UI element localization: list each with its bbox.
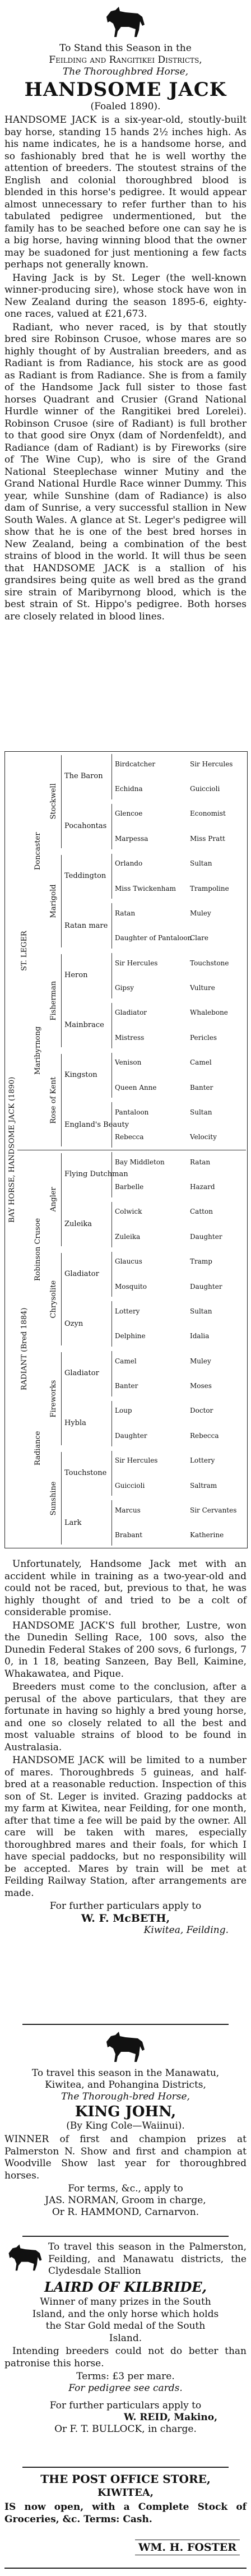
- ad1-contact-place: Kiwitea, Feilding.: [143, 1925, 229, 1936]
- pedigree-g5-name: Pericles: [190, 1033, 217, 1042]
- pedigree-g3-name: Hybla: [64, 1419, 86, 1428]
- ad4-owner: WM. H. FOSTER: [135, 2540, 240, 2555]
- pedigree-g5-name: Economist: [190, 810, 226, 818]
- divider: [22, 2236, 229, 2237]
- pedigree-g4-name: Orlando: [115, 859, 143, 868]
- horse-icon: [6, 2242, 45, 2272]
- pedigree-g5-name: Clare: [190, 934, 209, 942]
- pedigree-g3-name: Gladiator: [64, 1269, 99, 1278]
- pedigree-g3-name: Zuleika: [64, 1220, 92, 1229]
- ad1-contact-name: W. F. McBETH,: [81, 1912, 170, 1925]
- pedigree-brace: [61, 1253, 62, 1346]
- pedigree-g4-name: Delphine: [115, 1332, 146, 1340]
- pedigree-g4-name: Lottery: [115, 1307, 140, 1315]
- pedigree-g2-name: Sunshine: [49, 1481, 58, 1515]
- divider: [22, 2467, 229, 2468]
- pedigree-g4-name: Echidna: [115, 785, 143, 793]
- pedigree-g4-name: Daughter: [115, 1431, 147, 1440]
- pedigree-g5-name: Touchstone: [190, 959, 229, 967]
- ad4-body: [0, 2501, 251, 2527]
- ad1-para6: Breeders must come to the conclusion, after a perusal of the above particulars, that they are fortunate in having so highly a bred young horse, and one so closely related to all the best and most valuable strains of blood to be found in Australasia.: [4, 1681, 247, 1753]
- pedigree-g5-name: Moses: [190, 1382, 212, 1390]
- ad3-para3: Intending breeders could not do better than patronise this horse.: [4, 2346, 247, 2369]
- pedigree-g4-name: Miss Twickenham: [115, 884, 176, 892]
- ad1-para1: HANDSOME JACK is a six-year-old, stoutly-built bay horse, standing 15 hands 2½ inches high. As his name indicates, he is a handsome horse, and so fashionably bred that he is well worthy the attention of breeders. The stoutest strains of the English and colonial thoroughbred blood is blended in this horse's pedigree. It would appear almost unnecessary to refer further than to his tabulated pedigree undermentioned, but the family has to be seached before one can say he is a big horse, having winning blood that the owner may be suadoned for just mentioning a few facts perhaps not generally known.: [4, 114, 247, 270]
- pedigree-g4-name: Birdcatcher: [115, 760, 156, 768]
- pedigree-brace: [111, 1500, 112, 1546]
- pedigree-g3-name: Lark: [64, 1518, 82, 1527]
- pedigree-brace: [111, 754, 112, 799]
- pedigree-brace: [111, 1202, 112, 1247]
- pedigree-g4-name: Banter: [115, 1382, 138, 1390]
- pedigree-brace: [111, 1451, 112, 1496]
- ad3-contact1: W. REID, Makino,: [124, 2412, 217, 2423]
- ad1-body-top: [0, 114, 251, 624]
- pedigree-g2-name: Fireworks: [49, 1380, 58, 1418]
- pedigree-g3-name: Touchstone: [64, 1468, 107, 1477]
- ad1-foaled: (Foaled 1890).: [90, 101, 161, 112]
- pedigree-brace: [61, 1352, 62, 1445]
- ad2-breeding: (By King Cole—Waiinui).: [66, 2120, 185, 2131]
- pedigree-g2-name: Angler: [49, 1187, 58, 1212]
- pedigree-horse-label: BAY HORSE, HANDSOME JACK (1890): [8, 1076, 16, 1223]
- pedigree-brace: [61, 1153, 62, 1246]
- pedigree-g5-name: Daughter: [190, 1232, 222, 1241]
- ad1-intro-line1: To Stand this Season in the: [59, 43, 192, 54]
- pedigree-g4-name: Bay Middleton: [115, 1158, 165, 1166]
- pedigree-g1-name: Robinson Crusoe: [34, 1218, 42, 1281]
- horse-icon: [103, 2029, 148, 2063]
- ad2-intro-line2: Kiwitea, and Pohangina Districts,: [45, 2079, 206, 2091]
- ad3-body: [0, 2296, 251, 2435]
- pedigree-g4-name: Pantaloon: [115, 1108, 149, 1116]
- pedigree-g4-name: Sir Hercules: [115, 1456, 158, 1465]
- ad3-further: For further particulars apply to: [49, 2400, 202, 2411]
- pedigree-g5-name: Saltram: [190, 1481, 217, 1490]
- pedigree-g3-name: Ozyn: [64, 1319, 83, 1328]
- pedigree-g5-name: Miss Pratt: [190, 834, 225, 843]
- ad3-para2: Winner of many prizes in the South Island, and the only horse which holds the Star Gold medal of the South Island.: [32, 2296, 219, 2344]
- pedigree-brace: [61, 1452, 62, 1545]
- pedigree-g1-name: Doncaster: [34, 832, 42, 871]
- pedigree-g4-name: Gipsy: [115, 984, 134, 992]
- pedigree-g5-name: Doctor: [190, 1407, 213, 1415]
- ad2-intro-line1: To travel this season in the Manawatu,: [31, 2068, 220, 2079]
- ad2-intro-line3: The Thorough-bred Horse,: [61, 2091, 190, 2102]
- pedigree-brace: [111, 903, 112, 949]
- pedigree-g5-name: Velocity: [190, 1133, 217, 1141]
- ad1-para3: Radiant, who never raced, is by that stoutly bred sire Robinson Crusoe, whose mares are so highly thought of by Australian breeders, and as Radiant is from Radiance, his stock are as good as Radiant is from Radiance. She is from a family of the Handsome Jack full sister to those fast horses Quadrant and Crusier (Grand National Hurdle winner of the Rangitikei bred Lorelei). Robinson Crusoe (sire of Radiant) is full brother to that good sire Onyx (dam of Nordenfeldt), and Radiance (dam of Radiant) is by Fireworks (sire of The Wine Cup), who is sire of the Grand National Steeplechase winner Mutiny and the Grand National Hurdle Race winner Dummy. This year, while Sunshine (dam of Radiance) is also dam of Sunrise, a very successful stallion in New South Wales. A glance at St. Leger's pedigree will show that he is one of the best bred horses in New Zealand, being a combination of the best strains of blood in the world. It will thus be seen that HANDSOME JACK is a stallion of his grandsires being quite as well bred as the grand sire strain of Maribyrnong blood, which is the best strain of St. Hippo's pedigree. Both horses are closely related in blood lines.: [4, 321, 247, 622]
- ad3-pedigree-line: For pedigree see cards.: [68, 2383, 183, 2394]
- pedigree-g3-name: The Baron: [64, 772, 103, 781]
- ad2-intro: [0, 2068, 251, 2103]
- pedigree-g5-name: Camel: [190, 1058, 212, 1067]
- pedigree-g2-name: Fisherman: [49, 981, 58, 1021]
- pedigree-g4-name: Brabant: [115, 1531, 143, 1539]
- pedigree-g4-name: Queen Anne: [115, 1083, 157, 1092]
- ad1-further: For further particulars apply to: [49, 1900, 202, 1912]
- pedigree-brace: [61, 954, 62, 1047]
- pedigree-g3-name: Mainbrace: [64, 1021, 104, 1030]
- pedigree-g5-name: Banter: [190, 1083, 213, 1092]
- ad3-contact2: Or F. T. BULLOCK, in charge.: [54, 2424, 197, 2435]
- pedigree-brace: [61, 855, 62, 948]
- pedigree-g5-name: Sultan: [190, 1307, 212, 1315]
- pedigree-g4-name: Glaucus: [115, 1257, 142, 1266]
- divider: [4, 2568, 247, 2569]
- ad2-horse-name: KING JOHN,: [75, 2103, 176, 2120]
- pedigree-g3-name: Ratan mare: [64, 921, 108, 930]
- pedigree-brace: [111, 1301, 112, 1347]
- pedigree-g5-name: Hazard: [190, 1183, 215, 1191]
- pedigree-g2-name: Marigold: [49, 884, 58, 918]
- ad3-horse-name: LAIRD OF KILBRIDE,: [44, 2279, 207, 2295]
- pedigree-g5-name: Tramp: [190, 1257, 212, 1266]
- pedigree-g5-name: Muley: [190, 909, 211, 917]
- pedigree-g3-name: Flying Dutchman: [64, 1170, 128, 1179]
- pedigree-brace: [61, 1054, 62, 1147]
- pedigree-g1-name: Radiance: [34, 1431, 42, 1466]
- pedigree-dam-label: RADIANT (Bred 1884): [20, 1307, 29, 1390]
- pedigree-g4-name: Glencoe: [115, 810, 143, 818]
- ad2-terms: For terms, &c., apply to: [68, 2183, 183, 2194]
- pedigree-g5-name: Idalia: [190, 1332, 210, 1340]
- ad4-para1: IS now open, with a Complete Stock of Groceries, &c. Terms: Cash.: [4, 2501, 247, 2525]
- pedigree-g4-name: Zuleika: [115, 1232, 141, 1241]
- ad2-body: [0, 2134, 251, 2218]
- ad1-para7: HANDSOME JACK will be limited to a number of mares. Thoroughbreds 5 guineas, and half-bred at a reasonable reduction. Inspection of this son of St. Leger is invited. Grazing paddocks at my farm at Kiwitea, near Feilding, for one month, after that time a fee will be paid by the owner. All care will be taken with mares, especially thoroughbred mares and their foals, for which I have special paddocks, but no responsibility will be accepted. Mares by train will be met at Feilding Railway Station, after arrangements are made.: [4, 1755, 247, 1899]
- divider: [22, 2024, 229, 2025]
- pedigree-g5-name: Rebecca: [190, 1431, 219, 1440]
- pedigree-g5-name: Daughter: [190, 1282, 222, 1291]
- ad1-horse-name: HANDSOME JACK: [24, 78, 227, 101]
- pedigree-g5-name: Whalebone: [190, 1009, 228, 1017]
- ad2-contact1: JAS. NORMAN, Groom in charge,: [45, 2195, 206, 2206]
- pedigree-g4-name: Loup: [115, 1407, 132, 1415]
- pedigree-g3-name: Pocahontas: [64, 822, 107, 831]
- ad3-para1: To travel this season in the Palmerston, Feilding, and Manawatu districts, the Clydesdale Stallion: [48, 2241, 247, 2277]
- pedigree-brace: [111, 953, 112, 998]
- pedigree-brace: [111, 1351, 112, 1396]
- pedigree-g2-name: Chrysolite: [49, 1280, 58, 1319]
- ad3-terms: Terms: £3 per mare.: [76, 2371, 175, 2382]
- pedigree-g4-name: Mistress: [115, 1033, 145, 1042]
- pedigree-brace: [111, 804, 112, 849]
- pedigree-g4-name: Venison: [115, 1058, 142, 1067]
- pedigree-g5-name: Vulture: [190, 984, 215, 992]
- pedigree-g4-name: Camel: [115, 1357, 137, 1365]
- pedigree-g4-name: Marcus: [115, 1506, 141, 1514]
- pedigree-g3-name: Heron: [64, 971, 88, 980]
- pedigree-g2-name: Stockwell: [49, 783, 58, 820]
- pedigree-g4-name: Ratan: [115, 909, 136, 917]
- pedigree-g5-name: Ratan: [190, 1158, 211, 1166]
- pedigree-g5-name: Lottery: [190, 1456, 215, 1465]
- ad1-para5: HANDSOME JACK'S full brother, Lustre, won the Dunedin Selling Race, 100 sovs, also the Dunedin Federal Stakes of 200 sovs, 6 furlongs, 7 0, in 1 18, beating Sanzeen, Bay Bell, Kaimine, Whakawatea, and Pique.: [4, 1620, 247, 1680]
- ad1-body-bottom: [0, 1558, 251, 1936]
- pedigree-g5-name: Sir Hercules: [190, 760, 233, 768]
- pedigree-g4-name: Rebecca: [115, 1133, 144, 1141]
- pedigree-g4-name: Guiccioli: [115, 1481, 145, 1490]
- pedigree-g4-name: Colwick: [115, 1208, 142, 1216]
- ad1-intro-line2: Feilding and Rangitikei Districts,: [49, 54, 202, 66]
- pedigree-g1-name: Maribyrnong: [34, 1026, 42, 1075]
- pedigree-g3-name: Teddington: [64, 871, 106, 880]
- pedigree-g4-name: Daughter of Pantaloon: [115, 934, 192, 942]
- pedigree-table: [4, 751, 248, 1548]
- pedigree-g5-name: Catton: [190, 1208, 213, 1216]
- pedigree-brace: [111, 1252, 112, 1297]
- pedigree-g5-name: Sir Cervantes: [190, 1506, 237, 1514]
- ad4-title: THE POST OFFICE STORE,: [40, 2472, 211, 2486]
- pedigree-brace: [111, 1003, 112, 1048]
- pedigree-brace: [111, 854, 112, 899]
- pedigree-g3-name: Kingston: [64, 1070, 97, 1079]
- pedigree-g3-name: England's Beauty: [64, 1120, 129, 1129]
- pedigree-g4-name: Barbelle: [115, 1183, 144, 1191]
- ad1-intro: [0, 43, 251, 78]
- ad2-para1: WINNER of first and champion prizes at Palmerston N. Show and first and champion at Woodville Show last year for thoroughbred horses.: [4, 2134, 247, 2181]
- pedigree-g5-name: Guiccioli: [190, 785, 220, 793]
- pedigree-g4-name: Sir Hercules: [115, 959, 158, 967]
- pedigree-g4-name: Marpessa: [115, 834, 148, 843]
- pedigree-g4-name: Gladiator: [115, 1009, 147, 1017]
- ad1-para2: Having Jack is by St. Leger (the well-known winner-producing sire), whose stock have won in New Zealand during the season 1895-6, eighty-one races, valued at £21,673.: [4, 272, 247, 320]
- pedigree-g5-name: Muley: [190, 1357, 211, 1365]
- ad1-intro-line3: The Thoroughbred Horse,: [62, 66, 189, 77]
- pedigree-brace: [111, 1102, 112, 1148]
- ad4-place: KIWITEA,: [97, 2487, 154, 2499]
- pedigree-brace: [111, 1053, 112, 1098]
- pedigree-sire-label: ST. LEGER: [20, 931, 29, 971]
- pedigree-g2-name: Rose of Kent: [49, 1076, 58, 1124]
- pedigree-g4-name: Mosquito: [115, 1282, 147, 1291]
- pedigree-g5-name: Trampoline: [190, 884, 229, 892]
- pedigree-brace: [61, 755, 62, 848]
- horse-icon: [103, 4, 148, 38]
- ad1-para4: Unfortunately, Handsome Jack met with an accident while in training as a two-year-old and could not be raced, but, previous to that, he was highly thought of and tried to be a colt of considerable promise.: [4, 1558, 247, 1618]
- pedigree-g5-name: Sultan: [190, 859, 212, 868]
- pedigree-g5-name: Sultan: [190, 1108, 212, 1116]
- pedigree-brace: [111, 1152, 112, 1197]
- ad2-contact2: Or R. HAMMOND, Carnarvon.: [52, 2207, 199, 2218]
- pedigree-g5-name: Katherine: [190, 1531, 224, 1539]
- pedigree-g3-name: Gladiator: [64, 1369, 99, 1378]
- pedigree-brace: [111, 1401, 112, 1446]
